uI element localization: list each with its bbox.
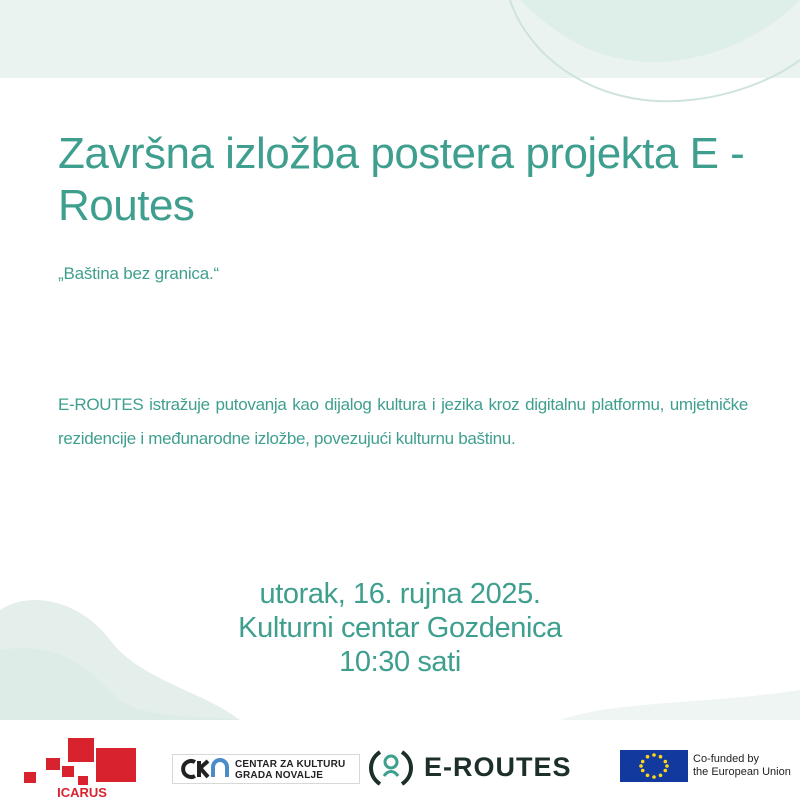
icarus-label: ICARUS (57, 785, 107, 800)
eu-flag-icon (620, 750, 688, 782)
event-time: 10:30 sati (339, 646, 461, 678)
icarus-logo (24, 736, 140, 800)
page-title: Završna izložba postera projekta E - Routes (58, 129, 745, 230)
e-routes-mark-icon (366, 748, 416, 788)
e-routes-logo (366, 748, 600, 788)
ckn-logo (172, 754, 360, 784)
event-date: utorak, 16. rujna 2025. (259, 578, 541, 610)
ckn-text (235, 759, 345, 781)
description: E-ROUTES istražuje putovanja kao dijalog kultura i jezika kroz digitalnu platformu, umjetničke rezidencije i međunarodne izložbe, povezujući kulturnu baštinu. (58, 395, 748, 448)
ckn-mark-icon (179, 758, 231, 780)
ckn-line2: GRADA NOVALJE (235, 770, 324, 781)
event-venue: Kulturni centar Gozdenica (238, 612, 562, 644)
e-routes-text: E-ROUTES (424, 752, 572, 782)
eu-text (693, 753, 791, 779)
eu-line2: the European Union (693, 766, 791, 778)
eu-line1: Co-funded by (693, 753, 760, 765)
icarus-squares-icon (24, 736, 140, 788)
ckn-line1: CENTAR ZA KULTURU (235, 759, 346, 770)
subtitle-quote: „Baština bez granica.“ (58, 264, 219, 283)
eu-cofunded-logo (620, 750, 792, 782)
